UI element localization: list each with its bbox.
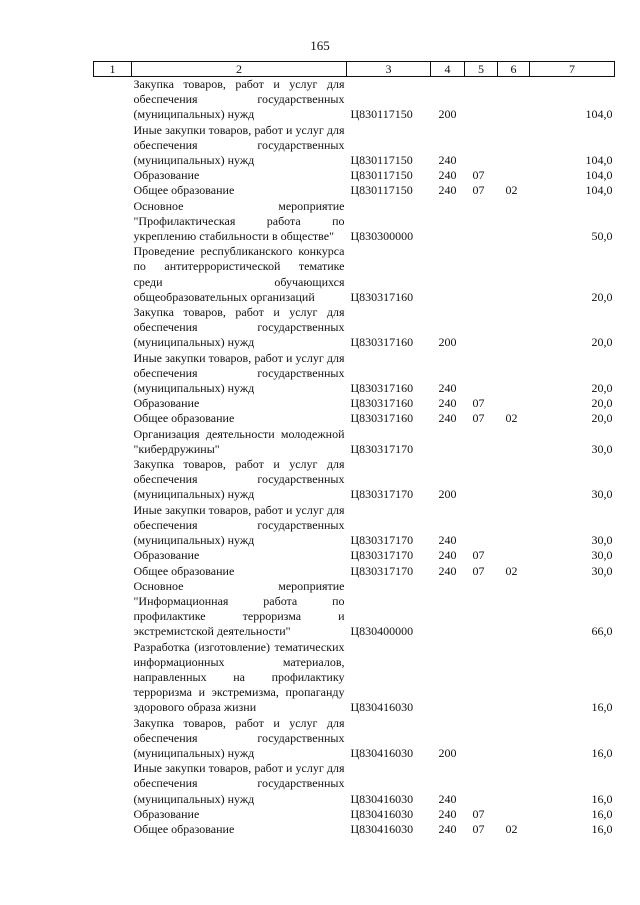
- row-amount: 20,0: [591, 396, 613, 411]
- row-name: Иные закупки товаров, работ и услуг для обеспечения государственных (муниципальных) нужд: [133, 350, 345, 396]
- row-code: Ц830416030: [350, 791, 414, 806]
- table-row: [94, 123, 615, 169]
- row-subsection: [498, 716, 530, 762]
- table-row: [94, 305, 615, 351]
- empty-cell: [94, 396, 132, 411]
- row-code: Ц830317160: [350, 381, 414, 396]
- row-expense-type: 240: [438, 411, 457, 426]
- table-row: [94, 183, 615, 198]
- row-amount: 16,0: [591, 821, 613, 836]
- table-row: [94, 457, 615, 503]
- row-expense-type: 240: [438, 168, 457, 183]
- row-name: Закупка товаров, работ и услуг для обеспечения государственных (муниципальных) нужд: [133, 457, 345, 502]
- table-row: [94, 168, 615, 183]
- row-code: Ц830317160: [350, 411, 414, 426]
- row-amount: 30,0: [591, 487, 613, 502]
- row-section: [465, 199, 498, 245]
- row-section: [465, 77, 498, 123]
- row-name: Закупка товаров, работ и услуг для обеспечения государственных (муниципальных) нужд: [133, 305, 345, 350]
- empty-cell: [94, 716, 132, 762]
- row-name: Общее образование: [133, 183, 235, 198]
- table-row: [94, 761, 615, 807]
- row-subsection: [498, 579, 530, 640]
- table-row: [94, 564, 615, 579]
- row-amount: 50,0: [591, 229, 613, 244]
- row-subsection: [498, 351, 530, 397]
- row-name: Организация деятельности молодежной "кибердружины": [133, 426, 345, 456]
- row-amount: 30,0: [591, 548, 613, 563]
- row-section: 07: [472, 183, 485, 198]
- empty-cell: [94, 640, 132, 716]
- row-code: Ц830317170: [350, 548, 414, 563]
- empty-cell: [94, 199, 132, 245]
- row-section: 07: [472, 821, 485, 836]
- row-expense-type: 240: [438, 791, 457, 806]
- row-subsection: [498, 761, 530, 807]
- row-amount: 104,0: [585, 153, 613, 168]
- row-subsection: 02: [505, 411, 518, 426]
- empty-cell: [94, 807, 132, 822]
- empty-cell: [94, 244, 132, 305]
- table-row: [94, 548, 615, 563]
- row-name: Разработка (изготовление) тематических информационных материалов, направленных на профилактику терроризма и экстремизма, пропаганду здорового образа жизни: [133, 639, 345, 715]
- row-section: 07: [472, 806, 485, 821]
- row-code: Ц830317170: [350, 533, 414, 548]
- row-section: [465, 427, 498, 457]
- row-amount: 16,0: [591, 806, 613, 821]
- row-subsection: [498, 396, 530, 411]
- table-row: [94, 351, 615, 397]
- row-subsection: [498, 548, 530, 563]
- row-expense-type: [431, 579, 465, 640]
- table-row: [94, 427, 615, 457]
- row-expense-type: 200: [438, 745, 457, 760]
- row-subsection: [498, 123, 530, 169]
- row-section: 07: [472, 168, 485, 183]
- row-name: Образование: [133, 168, 200, 183]
- column-header: 6: [498, 62, 530, 77]
- row-name: Иные закупки товаров, работ и услуг для обеспечения государственных (муниципальных) нужд: [133, 122, 345, 168]
- row-section: 07: [472, 563, 485, 578]
- row-code: Ц830317170: [350, 563, 414, 578]
- row-section: [465, 351, 498, 397]
- row-expense-type: 240: [438, 806, 457, 821]
- row-expense-type: 200: [438, 335, 457, 350]
- row-amount: 104,0: [585, 168, 613, 183]
- row-section: [465, 640, 498, 716]
- row-expense-type: [431, 427, 465, 457]
- row-expense-type: 240: [438, 533, 457, 548]
- table-row: [94, 822, 615, 837]
- row-amount: 30,0: [591, 441, 613, 456]
- row-subsection: [498, 503, 530, 549]
- row-section: [465, 123, 498, 169]
- row-amount: 20,0: [591, 411, 613, 426]
- table-row: [94, 244, 615, 305]
- row-name: Закупка товаров, работ и услуг для обеспечения государственных (муниципальных) нужд: [133, 77, 345, 122]
- column-header: 4: [431, 62, 465, 77]
- row-expense-type: 240: [438, 183, 457, 198]
- empty-cell: [94, 183, 132, 198]
- row-code: Ц830117150: [350, 107, 413, 122]
- budget-table: [93, 61, 615, 837]
- row-amount: 16,0: [591, 791, 613, 806]
- row-section: 07: [472, 396, 485, 411]
- empty-cell: [94, 822, 132, 837]
- table-row: [94, 640, 615, 716]
- row-amount: 20,0: [591, 335, 613, 350]
- row-expense-type: 240: [438, 821, 457, 836]
- row-amount: 20,0: [591, 381, 613, 396]
- row-code: Ц830117150: [350, 168, 413, 183]
- row-amount: 16,0: [591, 745, 613, 760]
- empty-cell: [94, 77, 132, 123]
- row-amount: 66,0: [591, 624, 613, 639]
- table-row: [94, 579, 615, 640]
- row-amount: 20,0: [591, 289, 613, 304]
- row-name: Основное мероприятие "Информационная работа по профилактике терроризма и экстремистской деятельности": [133, 578, 345, 639]
- column-header: 2: [132, 62, 347, 77]
- column-header: 1: [94, 62, 132, 77]
- row-subsection: [498, 244, 530, 305]
- row-expense-type: [431, 244, 465, 305]
- row-expense-type: 200: [438, 487, 457, 502]
- row-expense-type: 240: [438, 153, 457, 168]
- column-header: 5: [465, 62, 498, 77]
- row-section: [465, 244, 498, 305]
- row-subsection: [498, 168, 530, 183]
- table-row: [94, 807, 615, 822]
- row-code: Ц830400000: [350, 624, 414, 639]
- empty-cell: [94, 457, 132, 503]
- row-name: Иные закупки товаров, работ и услуг для обеспечения государственных (муниципальных) нужд: [133, 761, 345, 806]
- row-section: 07: [472, 548, 485, 563]
- row-subsection: [498, 427, 530, 457]
- row-section: [465, 457, 498, 503]
- empty-cell: [94, 564, 132, 579]
- empty-cell: [94, 123, 132, 169]
- row-subsection: 02: [505, 563, 518, 578]
- empty-cell: [94, 168, 132, 183]
- column-header: 7: [530, 62, 615, 77]
- row-expense-type: 200: [438, 107, 457, 122]
- row-name: Закупка товаров, работ и услуг для обеспечения государственных (муниципальных) нужд: [133, 715, 345, 760]
- table-row: [94, 199, 615, 245]
- row-code: Ц830117150: [350, 183, 413, 198]
- row-code: Ц830317160: [350, 335, 414, 350]
- row-code: Ц830117150: [350, 153, 413, 168]
- row-section: [465, 503, 498, 549]
- row-code: Ц830317160: [350, 289, 414, 304]
- row-amount: 104,0: [585, 183, 613, 198]
- row-subsection: [498, 305, 530, 351]
- row-code: Ц830416030: [350, 745, 414, 760]
- row-code: Ц830416030: [350, 821, 414, 836]
- row-name: Проведение республиканского конкурса по антитеррористической тематике среди обучающихся общеобразовательных организаций: [133, 244, 345, 304]
- row-subsection: [498, 640, 530, 716]
- row-name: Общее образование: [133, 411, 235, 426]
- row-code: Ц830317170: [350, 487, 414, 502]
- row-amount: 30,0: [591, 533, 613, 548]
- page-number: 165: [310, 38, 330, 53]
- column-header: 3: [347, 62, 431, 77]
- row-name: Основное мероприятие "Профилактическая работа по укреплению стабильности в обществе": [133, 198, 345, 244]
- row-code: Ц830416030: [350, 700, 414, 715]
- empty-cell: [94, 548, 132, 563]
- row-section: [465, 305, 498, 351]
- empty-cell: [94, 411, 132, 426]
- row-expense-type: [431, 199, 465, 245]
- table-row: [94, 77, 615, 123]
- empty-cell: [94, 761, 132, 807]
- table-row: [94, 396, 615, 411]
- empty-cell: [94, 305, 132, 351]
- row-amount: 30,0: [591, 563, 613, 578]
- row-subsection: 02: [505, 821, 518, 836]
- row-amount: 104,0: [585, 107, 613, 122]
- row-name: Образование: [133, 806, 200, 821]
- row-expense-type: 240: [438, 381, 457, 396]
- empty-cell: [94, 427, 132, 457]
- empty-cell: [94, 579, 132, 640]
- table-row: [94, 503, 615, 549]
- row-subsection: 02: [505, 183, 518, 198]
- row-expense-type: 240: [438, 563, 457, 578]
- row-expense-type: 240: [438, 396, 457, 411]
- row-section: [465, 579, 498, 640]
- row-name: Иные закупки товаров, работ и услуг для обеспечения государственных (муниципальных) нужд: [133, 502, 345, 548]
- row-section: [465, 761, 498, 807]
- row-subsection: [498, 807, 530, 822]
- row-amount: 16,0: [591, 700, 613, 715]
- row-section: 07: [472, 411, 485, 426]
- table-body: [94, 77, 615, 838]
- row-name: Общее образование: [133, 563, 235, 578]
- empty-cell: [94, 351, 132, 397]
- table-header-row: [94, 62, 615, 77]
- empty-cell: [94, 503, 132, 549]
- table-row: [94, 411, 615, 426]
- row-subsection: [498, 457, 530, 503]
- row-section: [465, 716, 498, 762]
- row-code: Ц830416030: [350, 806, 414, 821]
- row-code: Ц830317170: [350, 441, 414, 456]
- row-code: Ц830317160: [350, 396, 414, 411]
- table-row: [94, 716, 615, 762]
- row-expense-type: 240: [438, 548, 457, 563]
- row-subsection: [498, 77, 530, 123]
- row-name: Общее образование: [133, 821, 235, 836]
- row-name: Образование: [133, 396, 200, 411]
- row-subsection: [498, 199, 530, 245]
- row-name: Образование: [133, 548, 200, 563]
- row-code: Ц830300000: [350, 229, 414, 244]
- row-expense-type: [431, 640, 465, 716]
